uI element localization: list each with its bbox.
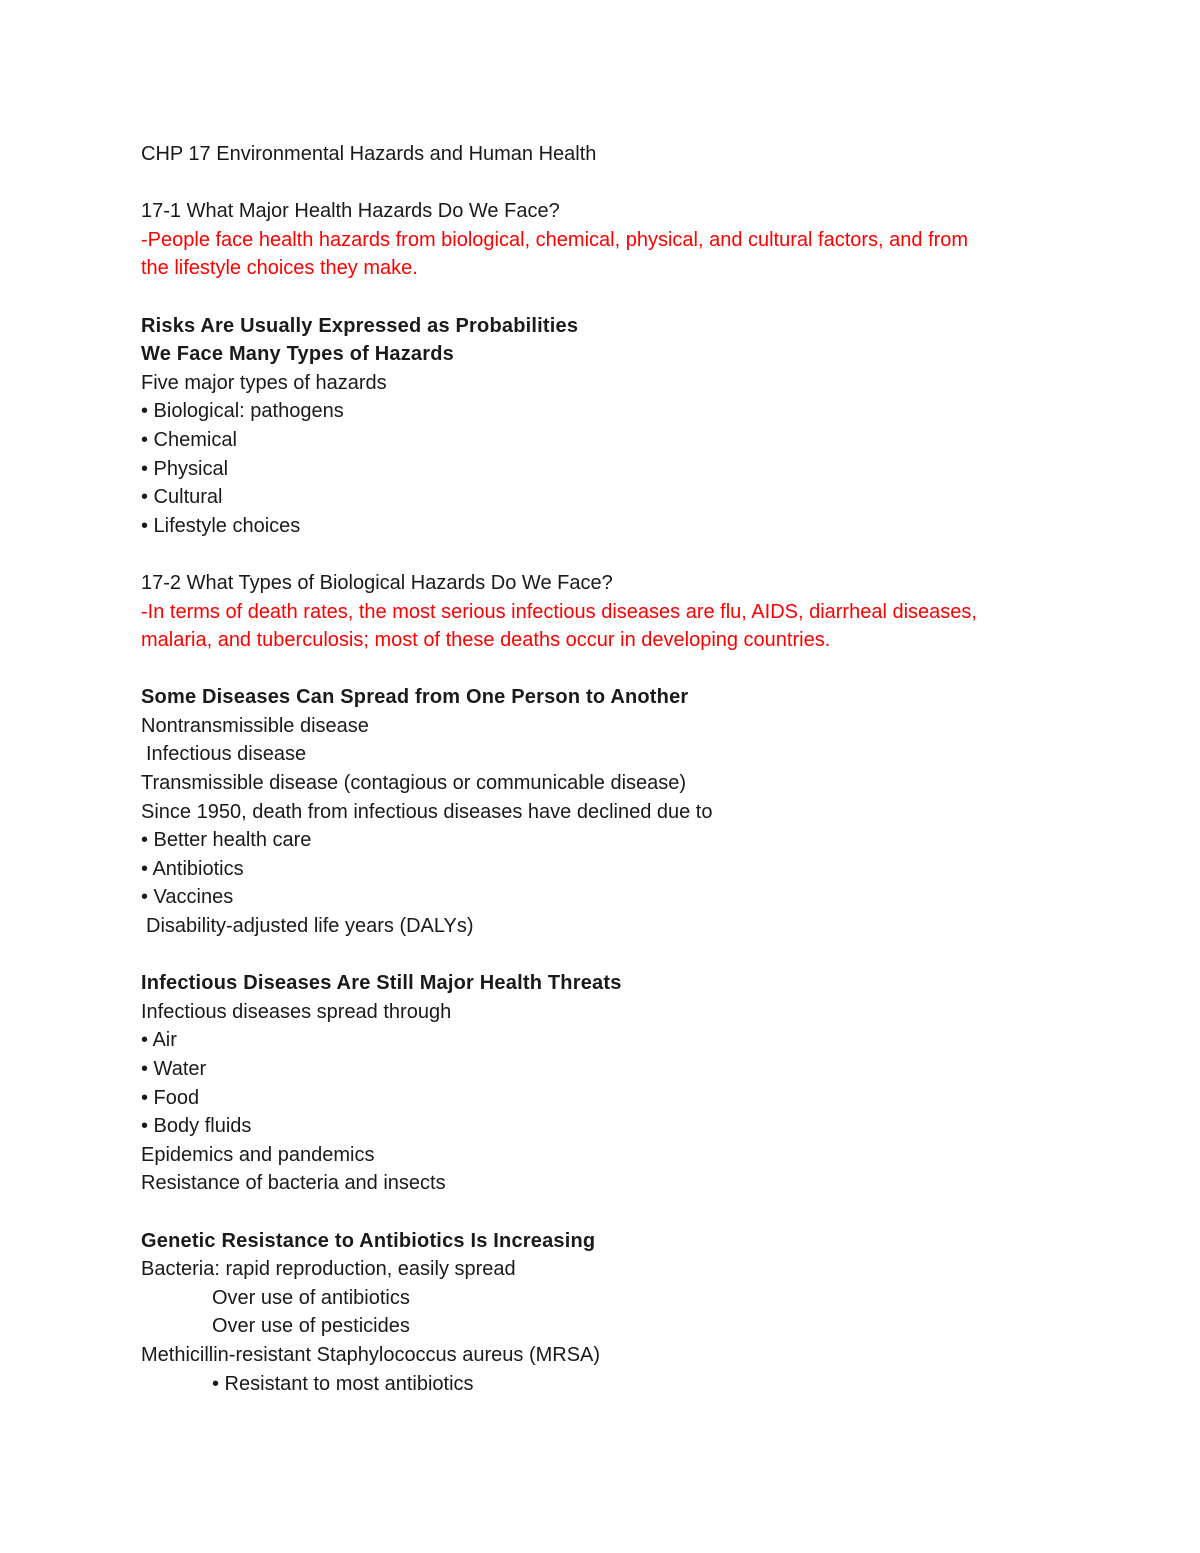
list-item: • Lifestyle choices xyxy=(141,514,301,537)
list-item: • Resistant to most antibiotics xyxy=(212,1372,474,1395)
section-summary-line: the lifestyle choices they make. xyxy=(141,257,418,280)
list-item: • Body fluids xyxy=(141,1115,252,1138)
text-line: Bacteria: rapid reproduction, easily spread xyxy=(141,1258,516,1281)
spacer xyxy=(141,283,1061,312)
spacer xyxy=(141,941,1061,970)
spacer xyxy=(141,1198,1061,1227)
text-line: Disability-adjusted life years (DALYs) xyxy=(146,915,474,938)
spacer xyxy=(141,540,1061,569)
indented-line: Over use of pesticides xyxy=(212,1315,410,1338)
indented-line: Over use of antibiotics xyxy=(212,1286,410,1309)
text-line: Transmissible disease (contagious or communicable disease) xyxy=(141,772,687,795)
section-summary-line: -In terms of death rates, the most serious infectious diseases are flu, AIDS, diarrheal diseases, xyxy=(141,600,977,623)
text-line: Resistance of bacteria and insects xyxy=(141,1172,446,1195)
list-item: • Biological: pathogens xyxy=(141,400,344,423)
text-line: Infectious diseases spread through xyxy=(141,1000,452,1023)
list-item: • Vaccines xyxy=(141,886,234,909)
document-title: CHP 17 Environmental Hazards and Human Health xyxy=(141,143,597,165)
section-summary-line: malaria, and tuberculosis; most of these deaths occur in developing countries. xyxy=(141,629,831,652)
list-item: • Air xyxy=(141,1029,177,1052)
text-line: Since 1950, death from infectious diseases have declined due to xyxy=(141,800,713,823)
subheading-spread: Some Diseases Can Spread from One Person to Another xyxy=(141,686,689,709)
text-line: Methicillin-resistant Staphylococcus aureus (MRSA) xyxy=(141,1343,601,1366)
list-item: • Antibiotics xyxy=(141,857,244,880)
list-item: • Chemical xyxy=(141,428,237,451)
list-item: • Cultural xyxy=(141,486,223,509)
text-line: Epidemics and pandemics xyxy=(141,1143,375,1166)
section-heading-17-1: 17-1 What Major Health Hazards Do We Face? xyxy=(141,200,560,223)
spacer xyxy=(141,169,1061,198)
section-heading-17-2: 17-2 What Types of Biological Hazards Do We Face? xyxy=(141,571,613,594)
spacer xyxy=(141,655,1061,684)
list-item: • Food xyxy=(141,1086,200,1109)
text-line: Nontransmissible disease xyxy=(141,714,369,737)
hazards-intro: Five major types of hazards xyxy=(141,371,387,394)
document-page xyxy=(141,140,1061,1398)
subheading-threats: Infectious Diseases Are Still Major Health Threats xyxy=(141,972,622,995)
subheading-risks: Risks Are Usually Expressed as Probabilities xyxy=(141,314,579,337)
list-item: • Physical xyxy=(141,457,229,480)
list-item: • Better health care xyxy=(141,829,312,852)
text-line: Infectious disease xyxy=(146,743,307,766)
subheading-resistance: Genetic Resistance to Antibiotics Is Increasing xyxy=(141,1229,596,1252)
subheading-hazard-types: We Face Many Types of Hazards xyxy=(141,343,454,366)
section-summary-line: -People face health hazards from biological, chemical, physical, and cultural factors, and from xyxy=(141,228,969,251)
list-item: • Water xyxy=(141,1058,207,1080)
